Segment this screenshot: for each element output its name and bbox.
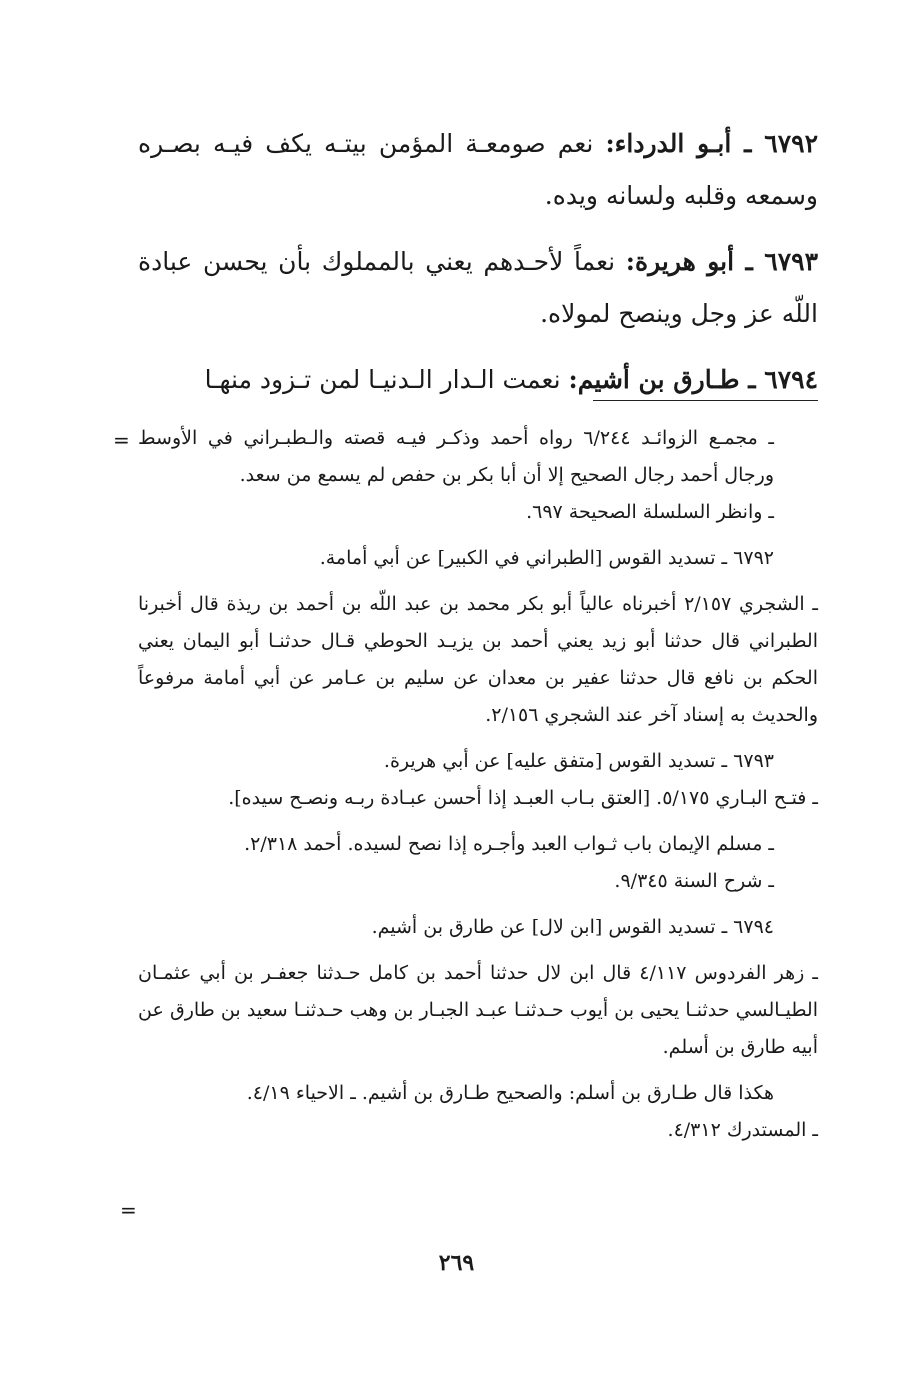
footnote-line: ـ الشجري ٢/١٥٧ أخبرناه عالياً أبو بكر محمد بن عبد اللّه بن أحمد بن ريذة قال أخبرنا الطبراني قال حدثنا أبو زيد يعني أحمد بن يزيـد الحوطي قـال حدثنـا أبو اليمان يعني الحكم بن نافع قال حدثنا عفير بن معدان عن سليم بن عـامر عن أبي أمامة مرفوعاً والحديث به إسناد آخر عند الشجري ٢/١٥٦. xyxy=(138,593,818,726)
footnote-divider xyxy=(593,400,818,401)
entry-6794 xyxy=(138,354,818,406)
footnote-line: ـ مسلم الإيمان باب ثـواب العبد وأجـره إذا نصح لسيده. أحمد ٢/٣١٨. xyxy=(244,833,774,855)
entry-text: نعم صومعـة المؤمن بيتـه يكف فيـه بصـره وسمعه وقلبه ولسانه ويده. xyxy=(138,129,818,210)
footnote-line: ـ فتـح البـاري ٥/١٧٥. [العتق بـاب العبـد إذا أحسن عبـادة ربـه ونصـح سيده]. xyxy=(228,787,818,809)
entry-text: نعمت الـدار الـدنيـا لمن تـزود منهـا xyxy=(204,365,569,394)
footnote-line: هكذا قال طـارق بن أسلم: والصحيح طـارق بن أشيم. ـ الاحياء ٤/١٩. xyxy=(246,1082,774,1104)
entry-head: ٦٧٩٣ ـ أبو هريرة: xyxy=(625,247,818,276)
entry-6792 xyxy=(138,118,818,222)
continuation-mark-bottom: = xyxy=(120,1198,137,1222)
entry-head: ٦٧٩٤ ـ طـارق بن أشيم: xyxy=(568,365,818,394)
footnote-line: ـ مجمـع الزوائـد ٦/٢٤٤ رواه أحمد وذكـر فيـه قصته والـطبـراني في الأوسط ورجال أحمد رجال الصحيح إلا أن أبا بكر بن حفص لم يسمع من سعد. xyxy=(138,427,774,486)
footnote-line: ـ زهر الفردوس ٤/١١٧ قال ابن لال حدثنا أحمد بن كامل حـدثنا جعفـر بن أبي عثمـان الطيـالسي حدثنـا يحيى بن أيوب حـدثنـا عبـد الجبـار بن وهب حـدثنـا سعيد بن طارق عن أبيه طارق بن أسلم. xyxy=(138,962,819,1058)
entry-head: ٦٧٩٢ ـ أبـو الدرداء: xyxy=(605,129,818,158)
footnote-line: ٦٧٩٢ ـ تسديد القوس [الطبراني في الكبير] عن أبي أمامة. xyxy=(319,547,774,569)
footnote-line: ٦٧٩٤ ـ تسديد القوس [ابن لال] عن طارق بن أشيم. xyxy=(371,916,774,938)
continuation-mark-top: = xyxy=(113,428,130,452)
entry-text: نعماً لأحـدهم يعني بالمملوك بأن يحسن عبادة اللّه عز وجل وينصح لمولاه. xyxy=(138,247,818,328)
page-number: ٢٦٩ xyxy=(438,1250,475,1276)
main-text xyxy=(138,118,818,420)
footnote-line: ـ وانظر السلسلة الصحيحة ٦٩٧. xyxy=(526,501,774,523)
entry-6793 xyxy=(138,236,818,340)
footnote-line: ـ شرح السنة ٩/٣٤٥. xyxy=(614,870,774,892)
footnote-line: ـ المستدرك ٤/٣١٢. xyxy=(667,1119,818,1141)
footnotes xyxy=(138,420,818,1149)
footnote-line: ٦٧٩٣ ـ تسديد القوس [متفق عليه] عن أبي هريرة. xyxy=(383,750,774,772)
